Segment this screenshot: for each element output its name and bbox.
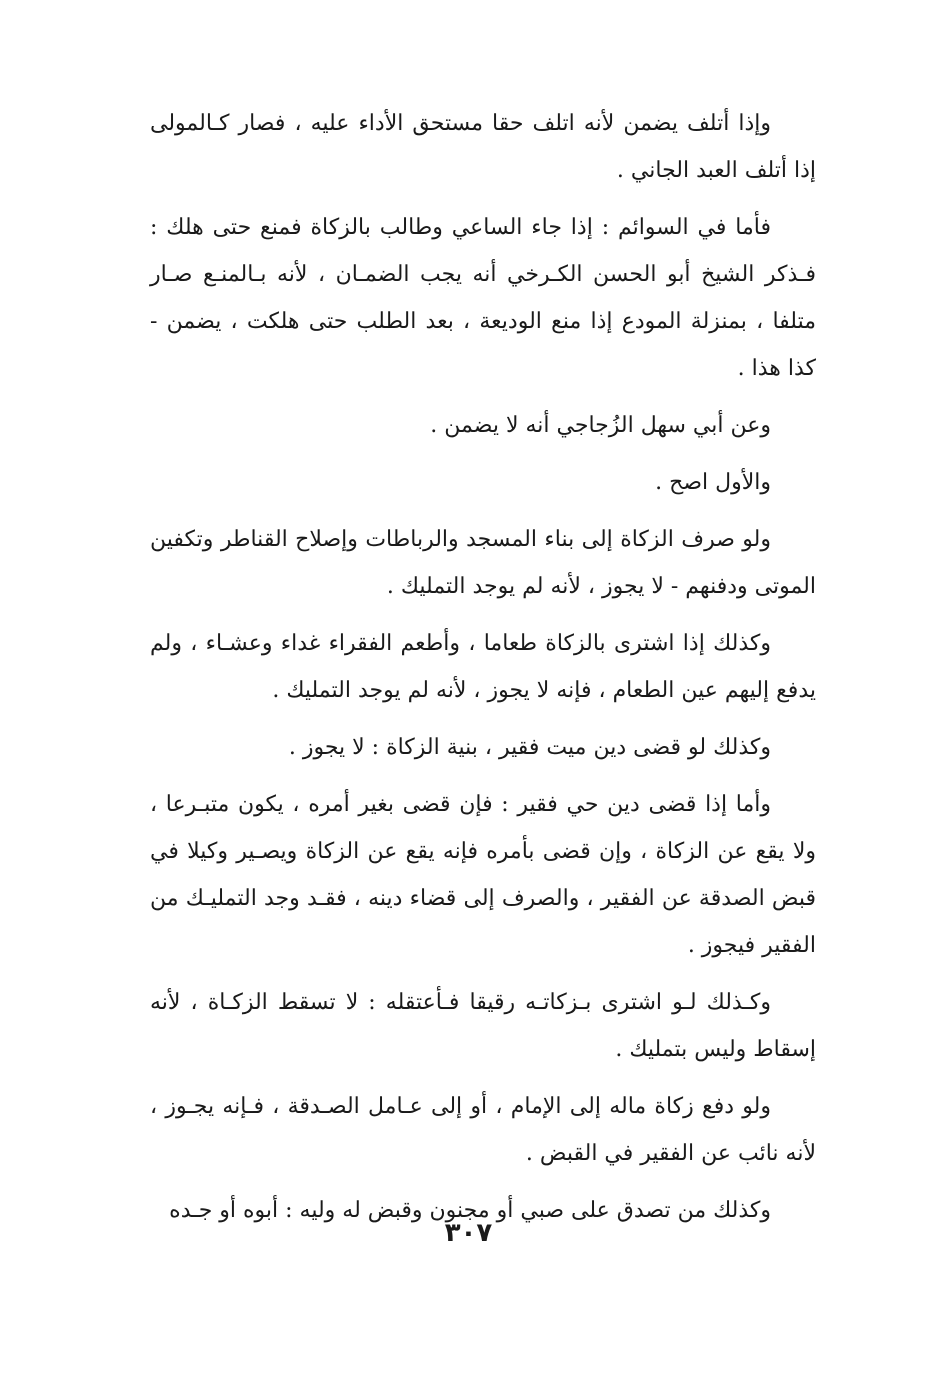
paragraph-8: وأما إذا قضى دين حي فقير : فإن قضى بغير أمره ، يكون متبـرعا ، ولا يقع عن الزكاة ، وإن قضى بأمره فإنه يقع عن الزكاة ويصـير وكيلا في قبض الصدقة عن الفقير ، والصرف إلى قضاء دينه ، فقـد وجد التمليـك من الفقير فيجوز . <box>150 792 816 958</box>
paragraph-4: والأول اصح . <box>655 470 771 495</box>
paragraph-6: وكذلك إذا اشترى بالزكاة طعاما ، وأطعم الفقراء غداء وعشـاء ، ولم يدفع إليهم عين الطعام ، فإنه لا يجوز ، لأنه لم يوجد التمليك . <box>150 631 816 703</box>
paragraph-9: وكـذلك لـو اشترى بـزكاتـه رقيقا فـأعتقله : لا تسقط الزكـاة ، لأنه إسقاط وليس بتمليك . <box>150 990 816 1062</box>
paragraph-10: ولو دفع زكاة ماله إلى الإمام ، أو إلى عـامل الصـدقة ، فـإنه يجـوز ، لأنه نائب عن الفقير في القبض . <box>150 1094 816 1166</box>
paragraph-1: وإذا أتلف يضمن لأنه اتلف حقا مستحق الأداء عليه ، فصار كـالمولى إذا أتلف العبد الجاني . <box>150 111 816 183</box>
page-body <box>150 100 816 1244</box>
paragraph-2: فأما في السوائم : إذا جاء الساعي وطالب بالزكاة فمنع حتى هلك : فـذكر الشيخ أبو الحسن الكـرخي أنه يجب الضمـان ، لأنه بـالمنـع صـار متلفا ، بمنزلة المودع إذا منع الوديعة ، بعد الطلب حتى هلكت ، يضمن - كذا هذا . <box>150 215 816 381</box>
page-number: ٣٠٧ <box>444 1218 493 1248</box>
paragraph-7: وكذلك لو قضى دين ميت فقير ، بنية الزكاة : لا يجوز . <box>288 735 771 760</box>
paragraph-5: ولو صرف الزكاة إلى بناء المسجد والرباطات وإصلاح القناطر وتكفين الموتى ودفنهم - لا يجوز ، لأنه لم يوجد التمليك . <box>150 527 816 599</box>
paragraph-3: وعن أبي سهل الزُجاجي أنه لا يضمن . <box>430 413 771 438</box>
paragraph-11: وكذلك من تصدق على صبي أو مجنون وقبض له وليه : أبوه أو جـده <box>169 1198 771 1223</box>
